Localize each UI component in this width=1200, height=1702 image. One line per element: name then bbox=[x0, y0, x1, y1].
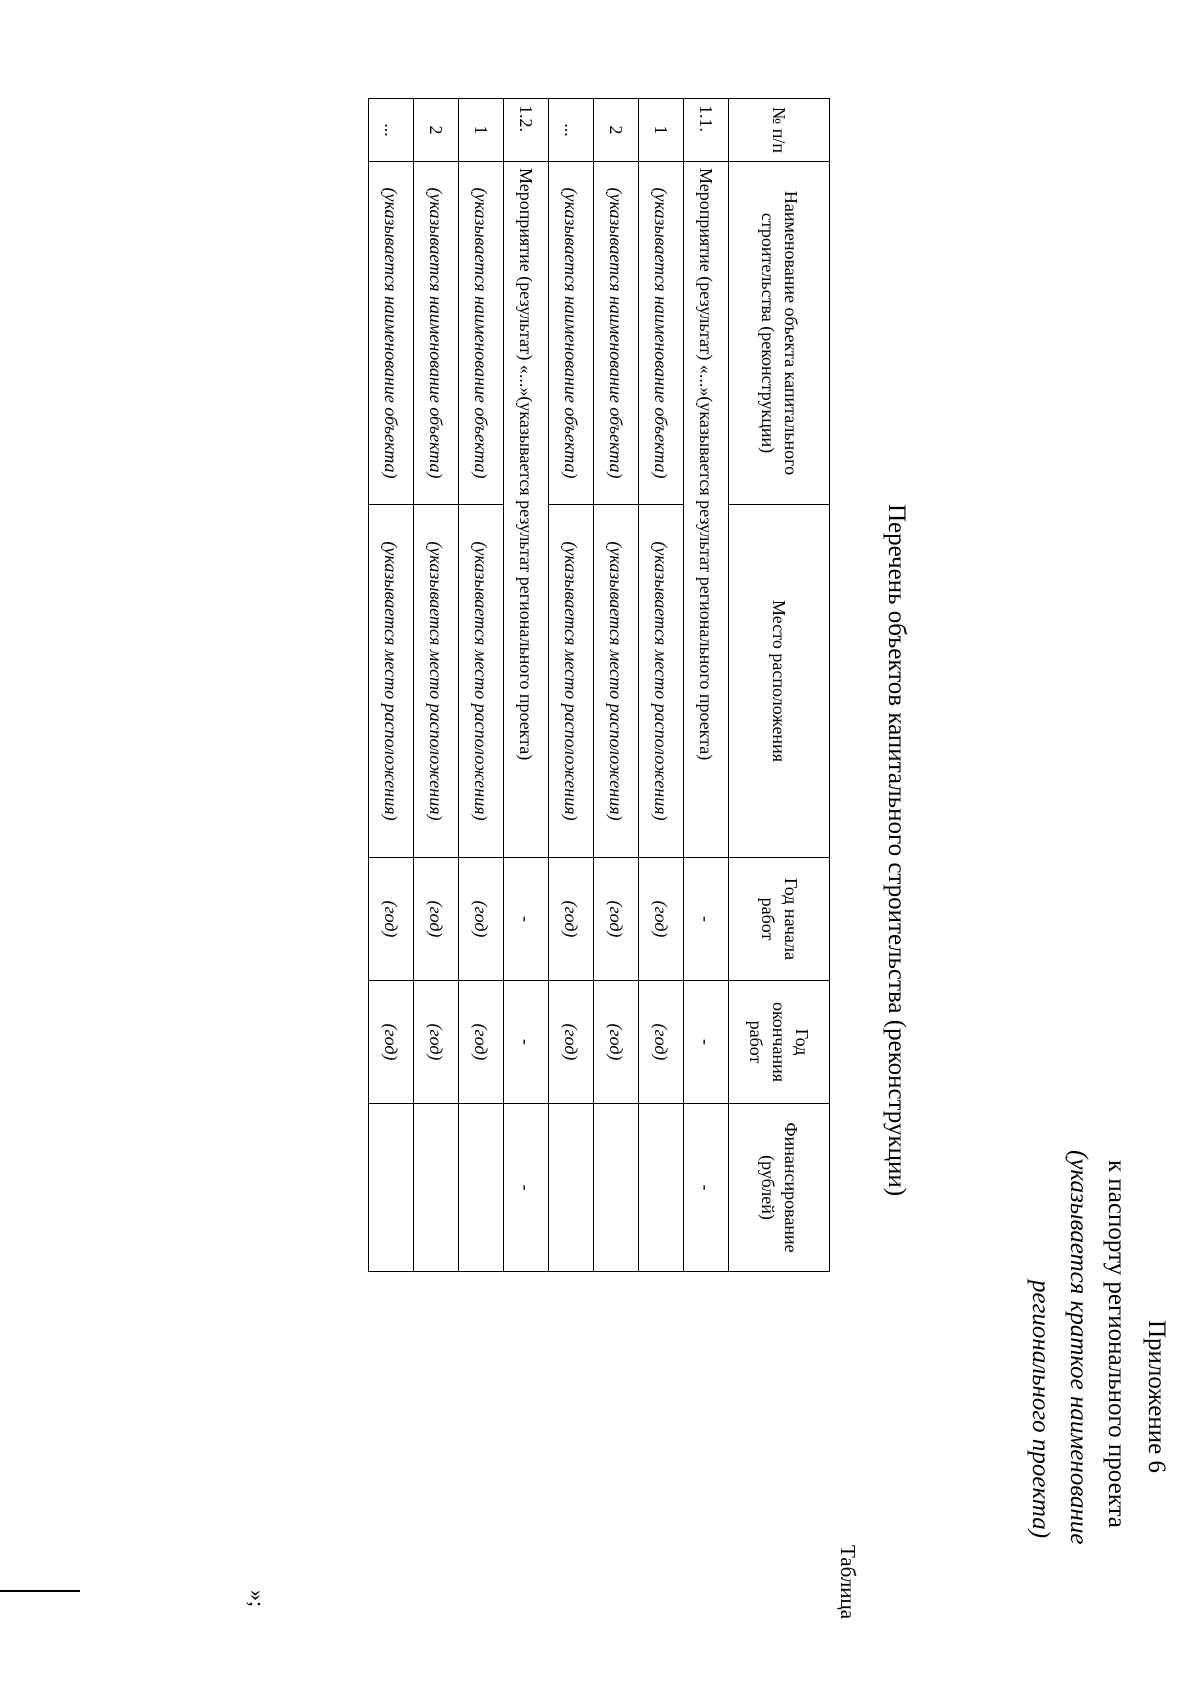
row-financing bbox=[414, 1104, 459, 1272]
row-number: 1.2. bbox=[504, 99, 549, 162]
row-start-year: - bbox=[684, 858, 729, 981]
header-location: Место расположения bbox=[729, 505, 830, 858]
row-start-year: - bbox=[504, 858, 549, 981]
row-location: (указывается место расположения) bbox=[549, 505, 594, 858]
row-financing bbox=[594, 1104, 639, 1272]
group-description: Мероприятие (результат) «...»(указывается результат регионального проекта) bbox=[684, 162, 729, 858]
row-start-year: (год) bbox=[369, 858, 414, 981]
row-number: ... bbox=[369, 99, 414, 162]
row-number: 2 bbox=[414, 99, 459, 162]
table-row bbox=[549, 99, 594, 1272]
table-row bbox=[459, 99, 504, 1272]
group-description: Мероприятие (результат) «...»(указывается результат регионального проекта) bbox=[504, 162, 549, 858]
appendix-note-line2: регионального проекта) bbox=[1027, 1280, 1054, 1539]
table-row-group bbox=[504, 99, 549, 1272]
row-start-year: (год) bbox=[459, 858, 504, 981]
row-end-year: - bbox=[504, 981, 549, 1104]
header-end-year: Год окончания работ bbox=[729, 981, 830, 1104]
table-row bbox=[369, 99, 414, 1272]
row-location: (указывается место расположения) bbox=[639, 505, 684, 858]
row-number: 1 bbox=[639, 99, 684, 162]
row-end-year: (год) bbox=[639, 981, 684, 1104]
row-location: (указывается место расположения) bbox=[414, 505, 459, 858]
row-start-year: (год) bbox=[639, 858, 684, 981]
header-start-year: Год начала работ bbox=[729, 858, 830, 981]
row-end-year: (год) bbox=[369, 981, 414, 1104]
row-object-name: (указывается наименование объекта) bbox=[549, 162, 594, 505]
table-caption: Таблица bbox=[836, 1545, 860, 1620]
row-start-year: (год) bbox=[414, 858, 459, 981]
objects-table bbox=[368, 98, 830, 1272]
row-end-year: (год) bbox=[414, 981, 459, 1104]
closing-quote: »; bbox=[245, 1590, 270, 1608]
table-row bbox=[639, 99, 684, 1272]
header-financing: Финансирование (рублей) bbox=[729, 1104, 830, 1272]
row-object-name: (указывается наименование объекта) bbox=[414, 162, 459, 505]
row-start-year: (год) bbox=[549, 858, 594, 981]
row-number: 1 bbox=[459, 99, 504, 162]
header-number: № п/п bbox=[729, 99, 830, 162]
table-row bbox=[594, 99, 639, 1272]
row-start-year: (год) bbox=[594, 858, 639, 981]
table-row-group bbox=[684, 99, 729, 1272]
row-location: (указывается место расположения) bbox=[459, 505, 504, 858]
appendix-number: Приложение 6 bbox=[1143, 1320, 1170, 1473]
header-object-name: Наименование объекта капитального строительства (реконструкции) bbox=[729, 162, 830, 505]
row-financing bbox=[369, 1104, 414, 1272]
row-financing bbox=[459, 1104, 504, 1272]
row-object-name: (указывается наименование объекта) bbox=[459, 162, 504, 505]
row-financing: - bbox=[684, 1104, 729, 1272]
row-end-year: (год) bbox=[549, 981, 594, 1104]
row-location: (указывается место расположения) bbox=[369, 505, 414, 858]
row-location: (указывается место расположения) bbox=[594, 505, 639, 858]
row-end-year: (год) bbox=[459, 981, 504, 1104]
row-end-year: - bbox=[684, 981, 729, 1104]
row-object-name: (указывается наименование объекта) bbox=[639, 162, 684, 505]
row-financing bbox=[639, 1104, 684, 1272]
row-end-year: (год) bbox=[594, 981, 639, 1104]
row-object-name: (указывается наименование объекта) bbox=[594, 162, 639, 505]
row-number: 2 bbox=[594, 99, 639, 162]
document-title: Перечень объектов капитального строительства (реконструкции) bbox=[883, 503, 910, 1197]
row-number: 1.1. bbox=[684, 99, 729, 162]
row-object-name: (указывается наименование объекта) bbox=[369, 162, 414, 505]
appendix-subtitle: к паспорту регионального проекта bbox=[1103, 1160, 1130, 1528]
table-header-row bbox=[729, 99, 830, 1272]
appendix-note-line1: (указывается краткое наименование bbox=[1065, 1150, 1092, 1545]
row-financing: - bbox=[504, 1104, 549, 1272]
table-row bbox=[414, 99, 459, 1272]
row-financing bbox=[549, 1104, 594, 1272]
row-number: ... bbox=[549, 99, 594, 162]
